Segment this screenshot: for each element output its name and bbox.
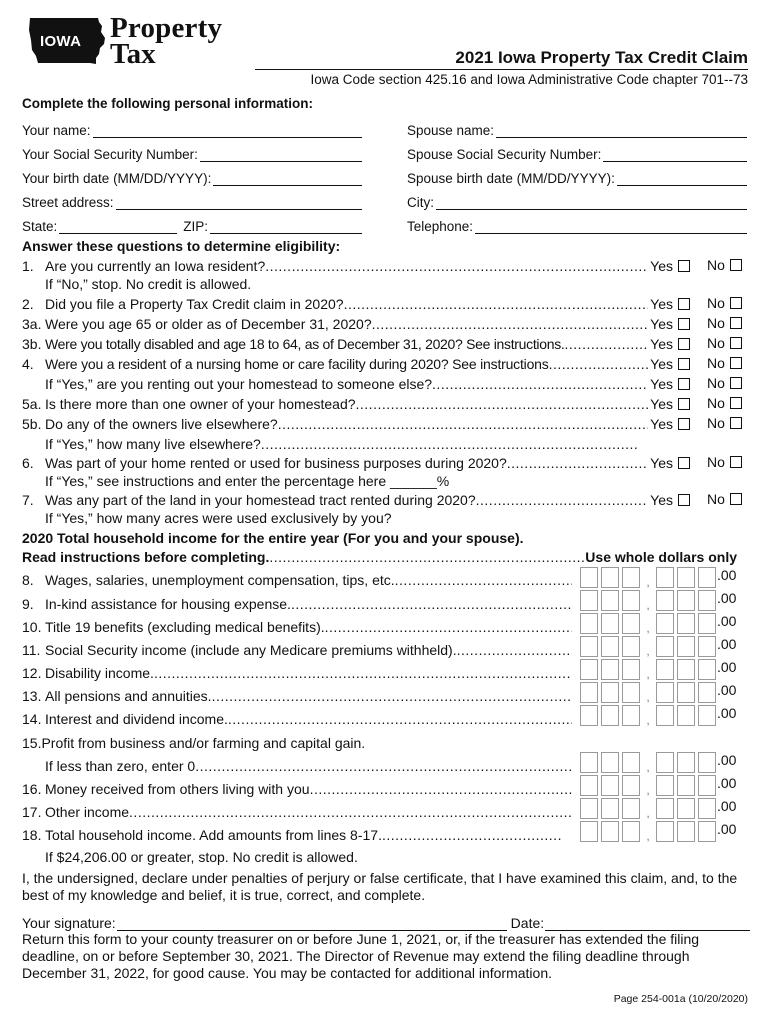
yes-checkbox[interactable]	[678, 260, 690, 272]
line-number: 17.	[22, 803, 42, 820]
cents-label: .00	[717, 659, 737, 675]
digit-cell[interactable]	[698, 567, 716, 588]
your-ssn-input[interactable]	[200, 149, 362, 162]
digit-cell[interactable]	[622, 636, 640, 657]
yes-checkbox[interactable]	[678, 338, 690, 350]
income-line-8-amount[interactable]: , .00	[580, 567, 736, 588]
digit-cell[interactable]	[601, 821, 619, 842]
question-number: 5b.	[22, 415, 42, 432]
digit-cell[interactable]	[601, 613, 619, 634]
income-line-15-amount[interactable]: , .00	[580, 752, 736, 773]
income-heading: 2020 Total household income for the entire year (For you and your spouse).	[22, 530, 524, 546]
page-number: Page 254-001a (10/20/2020)	[613, 993, 748, 1005]
digit-cell[interactable]	[601, 775, 619, 796]
income-line-16	[22, 779, 572, 798]
no-option[interactable]: No	[707, 294, 742, 313]
your-ssn-label: Your Social Security Number:	[22, 147, 198, 162]
state-label: State:	[22, 219, 58, 234]
no-checkbox[interactable]	[730, 456, 742, 468]
digit-cell[interactable]	[677, 567, 695, 588]
line-text: Wages, salaries, unemployment compensation, tips, etc.	[45, 571, 395, 588]
digit-cell[interactable]	[622, 752, 640, 773]
city-label: City:	[407, 195, 434, 210]
income-line-12	[22, 663, 572, 682]
no-option[interactable]: No	[707, 334, 742, 353]
no-option[interactable]: No	[707, 394, 742, 413]
line-number: 14.	[22, 710, 42, 727]
no-option[interactable]: No	[707, 256, 742, 275]
digit-cell[interactable]	[580, 775, 598, 796]
no-checkbox[interactable]	[730, 493, 742, 505]
no-checkbox[interactable]	[730, 317, 742, 329]
digit-cell[interactable]	[656, 613, 674, 634]
line-text: Disability income.	[45, 664, 154, 681]
digit-cell[interactable]	[622, 705, 640, 726]
property-tax-logo	[28, 14, 240, 76]
no-option[interactable]: No	[707, 453, 742, 472]
digit-cell[interactable]	[677, 798, 695, 819]
digit-cell[interactable]	[622, 567, 640, 588]
line-number: 10.	[22, 618, 42, 635]
income-line-17-amount[interactable]: , .00	[580, 798, 736, 819]
yes-checkbox[interactable]	[678, 358, 690, 370]
line-number: 16.	[22, 780, 42, 797]
question-number: 3a.	[22, 315, 42, 332]
digit-cell[interactable]	[698, 613, 716, 634]
cents-label: .00	[717, 752, 737, 768]
question-text: Were you totally disabled and age 18 to 64, as of December 31, 2020? See instructions.	[45, 335, 565, 352]
question-number: 5a.	[22, 395, 42, 412]
line-number: 9.	[22, 595, 34, 612]
digit-cell[interactable]	[656, 821, 674, 842]
question-7	[22, 490, 690, 509]
question-text: If “Yes,” are you renting out your homestead to someone else?	[45, 375, 433, 392]
cents-label: .00	[717, 705, 737, 721]
yes-option[interactable]: Yes	[650, 336, 690, 352]
your-birth-field[interactable]	[22, 169, 362, 186]
income-line-13-amount[interactable]: , .00	[580, 682, 736, 703]
digit-cell[interactable]	[677, 775, 695, 796]
income-line-18	[22, 825, 562, 844]
line-number: 12.	[22, 664, 42, 681]
cents-label: .00	[717, 567, 737, 583]
digit-cell[interactable]	[677, 752, 695, 773]
no-checkbox[interactable]	[730, 297, 742, 309]
income-line-11-amount[interactable]: , .00	[580, 636, 736, 657]
question-text: Do any of the owners live elsewhere?	[45, 415, 278, 432]
income-line-14-amount[interactable]: , .00	[580, 705, 736, 726]
line-text: If less than zero, enter 0	[45, 757, 196, 774]
digit-cell[interactable]	[622, 821, 640, 842]
income-subheading: Read instructions before completing.	[22, 549, 270, 565]
digit-cell[interactable]	[677, 682, 695, 703]
street-field[interactable]	[22, 193, 362, 210]
eligibility-heading: Answer these questions to determine eligibility:	[22, 238, 341, 254]
income-line-13	[22, 686, 572, 705]
spouse-name-label: Spouse name:	[407, 123, 495, 138]
question-number: 4.	[22, 355, 34, 372]
question-3a	[22, 314, 690, 333]
digit-cell[interactable]	[698, 798, 716, 819]
income-line-17	[22, 802, 572, 821]
digit-cell[interactable]	[656, 705, 674, 726]
no-checkbox[interactable]	[730, 417, 742, 429]
question-text: Is there more than one owner of your homestead?	[45, 395, 356, 412]
question-text: Was any part of the land in your homestead tract rented during 2020?	[45, 491, 476, 508]
digit-cell[interactable]	[580, 636, 598, 657]
income-line-11	[22, 640, 572, 659]
digit-cell[interactable]	[580, 590, 598, 611]
spouse-ssn-label: Spouse Social Security Number:	[407, 147, 602, 162]
digit-cell[interactable]	[698, 636, 716, 657]
income-line-15	[45, 756, 572, 775]
question-6-note: If “Yes,” see instructions and enter the percentage here ______%	[45, 473, 450, 489]
cents-label: .00	[717, 613, 737, 629]
digit-cell[interactable]	[656, 798, 674, 819]
question-4-followup	[45, 374, 690, 393]
digit-cell[interactable]	[677, 659, 695, 680]
line-text: Title 19 benefits (excluding medical benefits).	[45, 618, 325, 635]
logo-state-text: IOWA	[40, 33, 82, 50]
yes-option[interactable]: Yes	[650, 356, 690, 372]
signature-input[interactable]	[117, 918, 507, 931]
line-number: 13.	[22, 687, 42, 704]
digit-cell[interactable]	[601, 682, 619, 703]
digit-cell[interactable]	[580, 798, 598, 819]
line-text: In-kind assistance for housing expense.	[45, 595, 291, 612]
cents-label: .00	[717, 682, 737, 698]
your-birth-input[interactable]	[213, 173, 362, 186]
cents-label: .00	[717, 775, 737, 791]
state-input[interactable]	[59, 221, 177, 234]
income-limit-note: If $24,206.00 or greater, stop. No credit is allowed.	[45, 849, 358, 865]
no-option[interactable]: No	[707, 354, 742, 373]
line-text: All pensions and annuities.	[45, 687, 212, 704]
digit-cell[interactable]	[698, 590, 716, 611]
date-label: Date:	[510, 915, 545, 931]
personal-info-heading: Complete the following personal information:	[22, 96, 314, 111]
no-checkbox[interactable]	[730, 337, 742, 349]
digit-cell[interactable]	[698, 775, 716, 796]
form-title: 2021 Iowa Property Tax Credit Claim	[455, 48, 748, 67]
question-text: Did you file a Property Tax Credit claim in 2020?	[45, 295, 344, 312]
date-input[interactable]	[545, 918, 750, 931]
line-text: Social Security income (include any Medicare premiums withheld).	[45, 641, 457, 658]
yes-option[interactable]: Yes	[650, 455, 690, 471]
digit-cell[interactable]	[580, 659, 598, 680]
question-text: Were you a resident of a nursing home or care facility during 2020? See instructions	[45, 355, 549, 372]
title-divider	[255, 69, 748, 70]
question-7-note: If “Yes,” how many acres were used exclusively by you?	[45, 510, 392, 526]
yes-checkbox[interactable]	[678, 378, 690, 390]
question-1-note: If “No,” stop. No credit is allowed.	[45, 276, 252, 292]
digit-cell[interactable]	[580, 705, 598, 726]
yes-checkbox[interactable]	[678, 494, 690, 506]
cents-label: .00	[717, 636, 737, 652]
yes-checkbox[interactable]	[678, 398, 690, 410]
line-number: 8.	[22, 571, 34, 588]
cents-label: .00	[717, 798, 737, 814]
no-checkbox[interactable]	[730, 377, 742, 389]
yes-checkbox[interactable]	[678, 298, 690, 310]
question-1	[22, 256, 690, 275]
yes-option[interactable]: Yes	[650, 396, 690, 412]
digit-cell[interactable]	[580, 821, 598, 842]
digit-cell[interactable]	[698, 682, 716, 703]
spouse-ssn-input[interactable]	[603, 149, 747, 162]
digit-cell[interactable]	[622, 659, 640, 680]
income-line-15-text: 15.Profit from business and/or farming and capital gain.	[22, 735, 366, 751]
your-name-label: Your name:	[22, 123, 91, 138]
signature-label: Your signature:	[22, 915, 116, 931]
spouse-birth-input[interactable]	[617, 173, 747, 186]
digit-cell[interactable]	[601, 798, 619, 819]
question-text: Are you currently an Iowa resident?	[45, 257, 266, 274]
spouse-name-input[interactable]	[496, 125, 747, 138]
digit-cell[interactable]	[622, 798, 640, 819]
digit-cell[interactable]	[656, 567, 674, 588]
cents-label: .00	[717, 590, 737, 606]
income-line-10-amount[interactable]: , .00	[580, 613, 736, 634]
question-number: 7.	[22, 491, 34, 508]
digit-cell[interactable]	[698, 659, 716, 680]
your-name-input[interactable]	[93, 125, 362, 138]
signature-row	[22, 913, 750, 931]
question-2	[22, 294, 690, 313]
digit-cell[interactable]	[580, 752, 598, 773]
no-checkbox[interactable]	[730, 397, 742, 409]
income-line-8	[22, 570, 572, 589]
question-number: 1.	[22, 257, 34, 274]
digit-cell[interactable]	[601, 636, 619, 657]
city-field[interactable]	[407, 193, 747, 210]
street-label: Street address:	[22, 195, 114, 210]
line-text: Money received from others living with you	[45, 780, 310, 797]
your-birth-label: Your birth date (MM/DD/YYYY):	[22, 171, 212, 186]
no-option[interactable]: No	[707, 414, 742, 433]
digit-cell[interactable]	[677, 613, 695, 634]
digit-cell[interactable]	[677, 821, 695, 842]
digit-cell[interactable]	[677, 705, 695, 726]
yes-checkbox[interactable]	[678, 418, 690, 430]
line-number: 18.	[22, 826, 42, 843]
line-number: 11.	[22, 641, 41, 658]
yes-checkbox[interactable]	[678, 318, 690, 330]
street-input[interactable]	[116, 197, 362, 210]
digit-cell[interactable]	[580, 682, 598, 703]
question-4	[22, 354, 690, 373]
digit-cell[interactable]	[698, 705, 716, 726]
question-6	[22, 453, 690, 472]
question-number: 3b.	[22, 335, 42, 352]
digit-cell[interactable]	[677, 590, 695, 611]
telephone-field[interactable]	[407, 217, 747, 234]
question-5a	[22, 394, 690, 413]
digit-cell[interactable]	[656, 775, 674, 796]
digit-cell[interactable]	[656, 752, 674, 773]
income-line-9-amount[interactable]: , .00	[580, 590, 736, 611]
yes-option[interactable]: Yes	[650, 376, 690, 392]
digit-cell[interactable]	[656, 682, 674, 703]
digit-cell[interactable]	[698, 752, 716, 773]
zip-label: ZIP:	[183, 219, 209, 234]
question-text: Were you age 65 or older as of December 31, 2020?	[45, 315, 372, 332]
digit-cell[interactable]	[601, 705, 619, 726]
spouse-ssn-field[interactable]	[407, 145, 747, 162]
yes-option[interactable]: Yes	[650, 258, 690, 274]
income-line-10	[22, 617, 572, 636]
digit-cell[interactable]	[601, 659, 619, 680]
code-reference: Iowa Code section 425.16 and Iowa Administrative Code chapter 701--73	[310, 72, 748, 87]
question-5b-note: If “Yes,” how many live elsewhere?	[45, 435, 261, 452]
return-instructions: Return this form to your county treasurer on or before June 1, 2021, or, if the treasurer has extended the filing deadline, on or before September 30, 2021. The Director of Revenue may extend the filing deadline through December 31, 2022, for good cause. You may be contacted for additional information.	[22, 931, 700, 981]
digit-cell[interactable]	[601, 752, 619, 773]
digit-cell[interactable]	[601, 590, 619, 611]
no-option[interactable]: No	[707, 490, 742, 509]
income-line-18-amount[interactable]: , .00	[580, 821, 736, 842]
zip-input[interactable]	[210, 221, 362, 234]
digit-cell[interactable]	[698, 821, 716, 842]
no-checkbox[interactable]	[730, 259, 742, 271]
your-name-field[interactable]	[22, 121, 362, 138]
digit-cell[interactable]	[656, 636, 674, 657]
line-text: Other income	[45, 803, 130, 820]
digit-cell[interactable]	[580, 613, 598, 634]
income-line-16-amount[interactable]: , .00	[580, 775, 736, 796]
question-3b	[22, 334, 690, 353]
yes-option[interactable]: Yes	[650, 416, 690, 432]
spouse-birth-label: Spouse birth date (MM/DD/YYYY):	[407, 171, 615, 186]
question-5b	[22, 414, 690, 433]
digit-cell[interactable]	[622, 613, 640, 634]
yes-checkbox[interactable]	[678, 457, 690, 469]
question-number: 6.	[22, 454, 34, 471]
digit-cell[interactable]	[622, 775, 640, 796]
cents-label: .00	[717, 821, 737, 837]
logo-word-property: Property	[110, 12, 223, 44]
state-zip-field[interactable]	[22, 217, 362, 234]
city-input[interactable]	[436, 197, 747, 210]
your-ssn-field[interactable]	[22, 145, 362, 162]
income-subheading-row	[22, 549, 737, 565]
digit-cell[interactable]	[580, 567, 598, 588]
line-text: Interest and dividend income.	[45, 710, 228, 727]
telephone-label: Telephone:	[407, 219, 474, 234]
spouse-name-field[interactable]	[407, 121, 747, 138]
digit-cell[interactable]	[622, 590, 640, 611]
question-5b-followup	[45, 434, 638, 453]
telephone-input[interactable]	[475, 221, 747, 234]
digit-cell[interactable]	[622, 682, 640, 703]
digit-cell[interactable]	[656, 659, 674, 680]
spouse-birth-field[interactable]	[407, 169, 747, 186]
declaration-text: I, the undersigned, declare under penalties of perjury or false certificate, that I have examined this claim, and, to the best of my knowledge and belief, it is true, correct, and complete.	[22, 870, 738, 903]
digit-cell[interactable]	[656, 590, 674, 611]
line-text: Total household income. Add amounts from lines 8-17.	[45, 826, 382, 843]
digit-cell[interactable]	[601, 567, 619, 588]
yes-option[interactable]: Yes	[650, 296, 690, 312]
income-line-12-amount[interactable]: , .00	[580, 659, 736, 680]
question-text: Was part of your home rented or used for business purposes during 2020?	[45, 454, 507, 471]
no-option[interactable]: No	[707, 374, 742, 393]
logo-word-tax: Tax	[110, 38, 156, 70]
no-checkbox[interactable]	[730, 357, 742, 369]
digit-cell[interactable]	[677, 636, 695, 657]
income-line-9	[22, 594, 572, 613]
yes-option[interactable]: Yes	[650, 492, 690, 508]
no-option[interactable]: No	[707, 314, 742, 333]
yes-option[interactable]: Yes	[650, 316, 690, 332]
whole-dollars-note: Use whole dollars only	[585, 549, 737, 565]
question-number: 2.	[22, 295, 34, 312]
income-line-14	[22, 709, 572, 728]
